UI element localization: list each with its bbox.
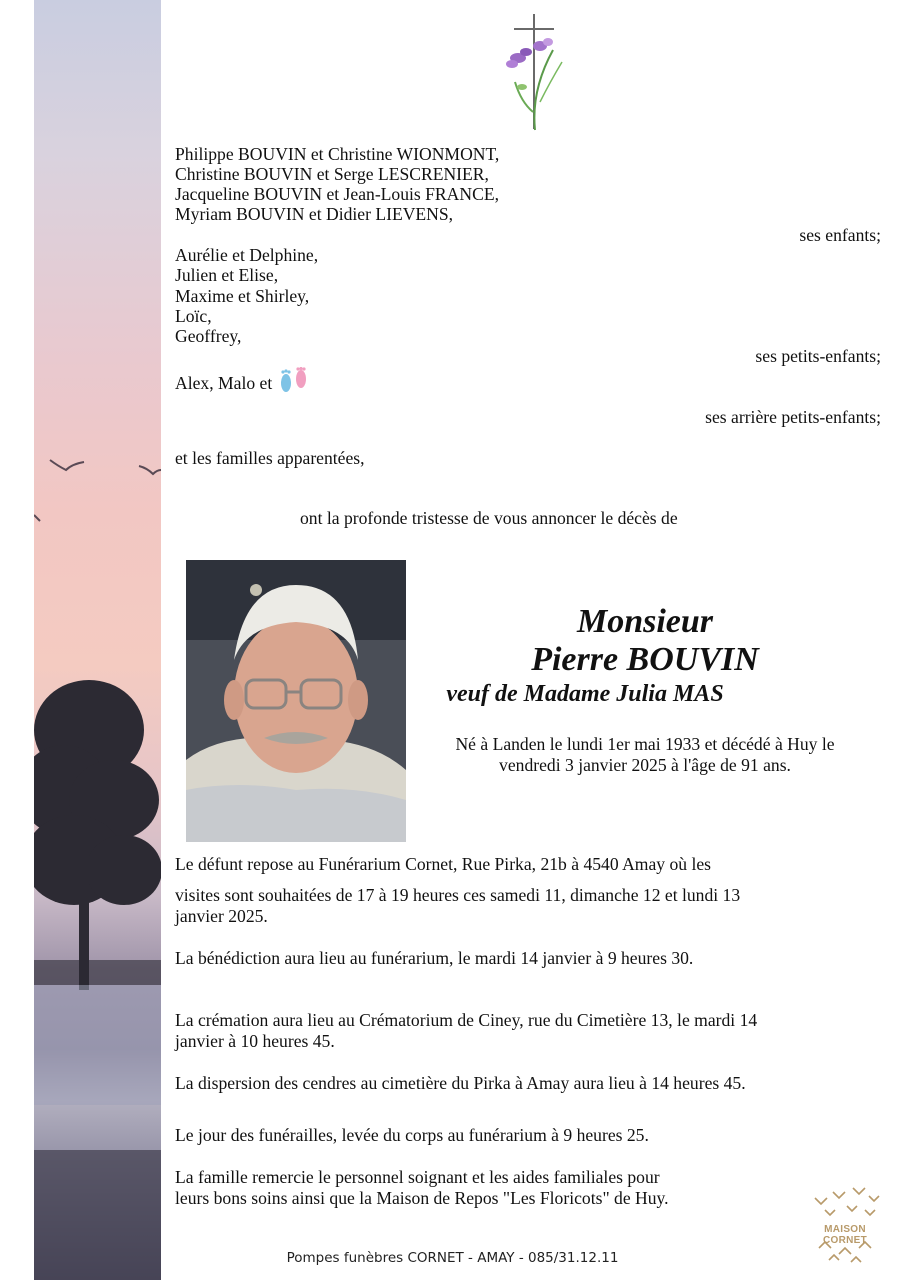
announcement-line: ont la profonde tristesse de vous annoncer le décès de [300, 508, 678, 528]
birth-death-line-1: Né à Landen le lundi 1er mai 1933 et décédé à Huy le [455, 734, 835, 754]
grandchild-1: Aurélie et Delphine, [175, 245, 319, 265]
repose-line-1: Le défunt repose au Funérarium Cornet, Rue Pirka, 21b à 4540 Amay où les [175, 854, 711, 874]
child-3: Jacqueline BOUVIN et Jean-Louis FRANCE, [175, 184, 499, 204]
side-landscape-band [34, 0, 161, 1280]
grandchild-5: Geoffrey, [175, 326, 242, 346]
deceased-name: Pierre BOUVIN [531, 641, 759, 678]
cremation-paragraph [175, 1010, 865, 1052]
child-1: Philippe BOUVIN et Christine WIONMONT, [175, 144, 500, 164]
thanks-line-1: La famille remercie le personnel soignant et les aides familiales pour [175, 1167, 660, 1187]
relatives-line: et les familles apparentées, [175, 448, 365, 468]
grandchildren-label: ses petits-enfants; [755, 346, 881, 366]
cremation-line-1: La crémation aura lieu au Crématorium de Ciney, rue du Cimetière 13, le mardi 14 [175, 1010, 758, 1030]
great-grandchildren-names: Alex, Malo et [175, 373, 273, 393]
cremation-line-2: janvier à 10 heures 45. [175, 1031, 335, 1051]
children-label: ses enfants; [799, 225, 881, 245]
benediction-paragraph: La bénédiction aura lieu au funérarium, le mardi 14 janvier à 9 heures 30. [175, 948, 694, 968]
great-grandchildren-label: ses arrière petits-enfants; [705, 407, 881, 427]
grandchild-3: Maxime et Shirley, [175, 286, 310, 306]
footer-contact: Pompes funèbres CORNET - AMAY - 085/31.12.11 [286, 1250, 619, 1266]
grandchild-4: Loïc, [175, 306, 212, 326]
deceased-salutation: Monsieur [576, 603, 714, 640]
bird-icon [139, 466, 161, 474]
bird-icon [50, 460, 84, 470]
bird-icon [34, 515, 40, 521]
repose-paragraph [175, 854, 865, 927]
grandchild-2: Julien et Elise, [175, 265, 279, 285]
thanks-paragraph [175, 1167, 865, 1209]
child-4: Myriam BOUVIN et Didier LIEVENS, [175, 204, 454, 224]
birth-death-info [410, 734, 880, 776]
child-2: Christine BOUVIN et Serge LESCRENIER, [175, 164, 489, 184]
baby-footprints-icon [277, 367, 311, 395]
dispersion-paragraph: La dispersion des cendres au cimetière du Pirka à Amay aura lieu à 14 heures 45. [175, 1073, 746, 1093]
levee-paragraph: Le jour des funérailles, levée du corps au funérarium à 9 heures 25. [175, 1125, 649, 1145]
tree-silhouette [34, 680, 161, 990]
cross-with-flowers-icon [500, 12, 570, 137]
logo-text: MAISON CORNET [822, 1224, 868, 1246]
deceased-title-block [410, 603, 880, 709]
repose-line-2: visites sont souhaitées de 17 à 19 heures ces samedi 11, dimanche 12 et lundi 13 [175, 885, 741, 905]
landscape-illustration [34, 0, 161, 1280]
thanks-line-2: leurs bons soins ainsi que la Maison de Repos "Les Floricots" de Huy. [175, 1188, 669, 1208]
birth-death-line-2: vendredi 3 janvier 2025 à l'âge de 91 ans. [499, 755, 791, 775]
great-grandchildren [175, 367, 311, 395]
deceased-spouse: veuf de Madame Julia MAS [446, 681, 724, 707]
repose-line-3: janvier 2025. [175, 906, 268, 926]
